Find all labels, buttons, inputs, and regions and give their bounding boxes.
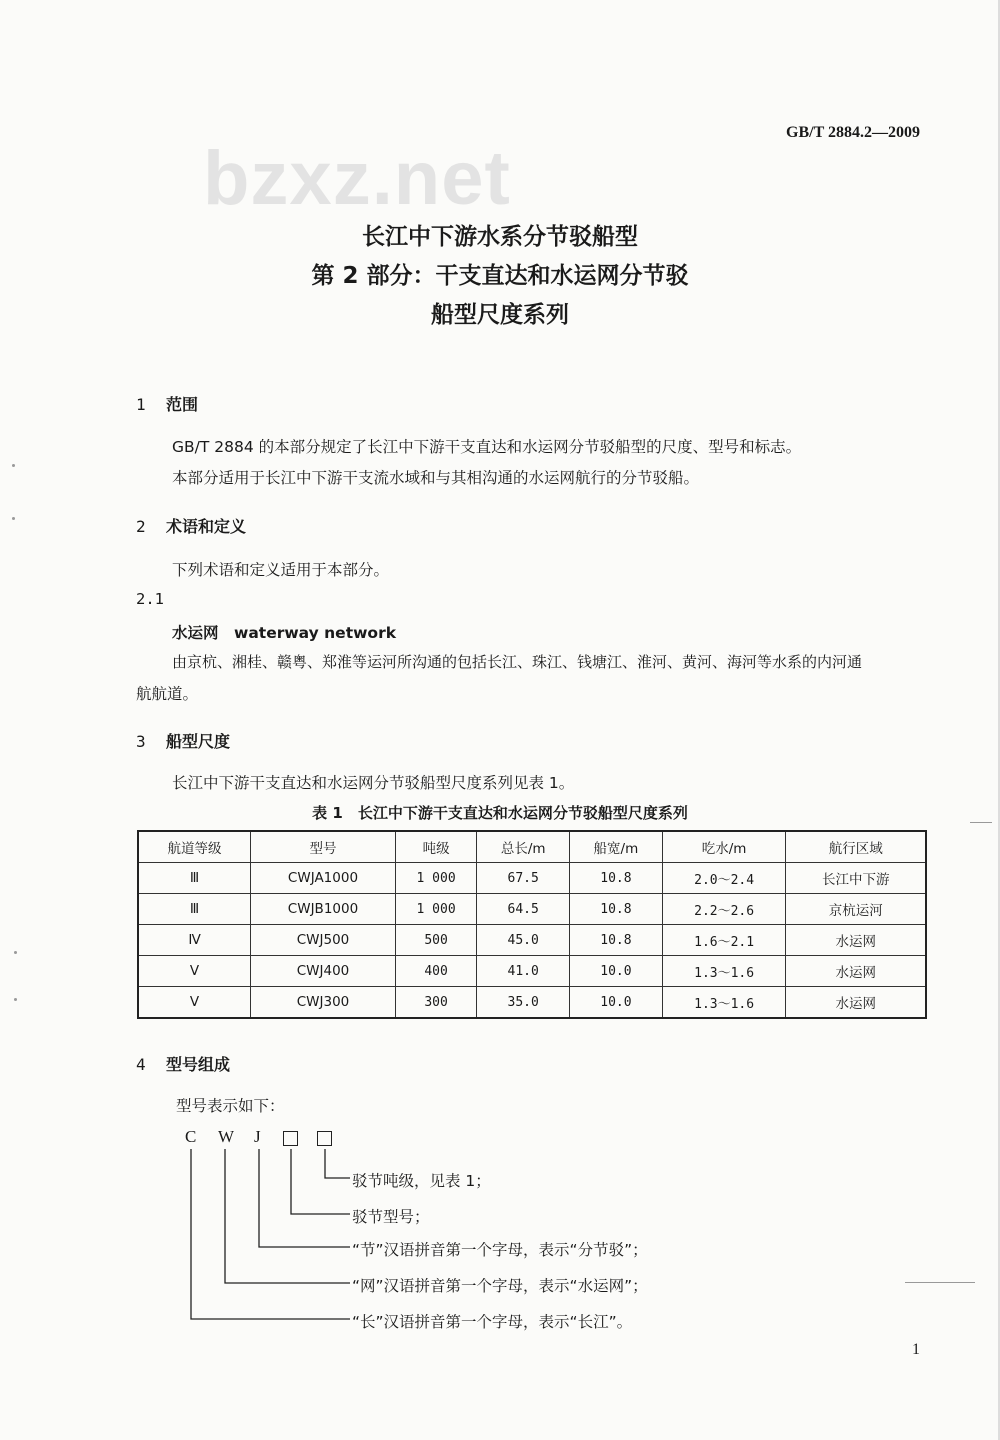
cell-length: 45.0 [477, 925, 570, 956]
cell-model: CWJA1000 [251, 863, 396, 894]
scan-speck [970, 822, 992, 823]
header-model: 型号 [251, 831, 396, 863]
scan-speck [14, 998, 17, 1001]
subsection-number: 2.1 [136, 590, 164, 608]
standard-number: GB/T 2884.2—2009 [786, 124, 920, 141]
section-1-heading [136, 392, 198, 415]
cell-model: CWJB1000 [251, 894, 396, 925]
code-letter-w: W [218, 1127, 235, 1146]
code-letter-c: C [185, 1127, 197, 1146]
placeholder-box-tonnage [317, 1131, 332, 1146]
diagram-connector-lines [180, 1125, 700, 1335]
header-width: 船宽/m [570, 831, 663, 863]
diagram-label: “节”汉语拼音第一个字母，表示“分节驳”； [352, 1241, 648, 1259]
cell-width: 10.0 [570, 987, 663, 1019]
placeholder-box-type [283, 1131, 298, 1146]
dimension-table [137, 830, 927, 1019]
diagram-label: 驳节型号； [352, 1208, 430, 1226]
cell-region: 长江中下游 [786, 863, 926, 894]
cell-model: CWJ400 [251, 956, 396, 987]
cell-draft: 1.3～1.6 [662, 987, 786, 1019]
cell-grade: Ⅳ [138, 925, 251, 956]
cell-draft: 2.0～2.4 [662, 863, 786, 894]
cell-width: 10.0 [570, 956, 663, 987]
header-grade: 航道等级 [138, 831, 251, 863]
section-number: 4 [136, 1055, 146, 1074]
cell-grade: Ⅴ [138, 987, 251, 1019]
section-number: 1 [136, 395, 146, 414]
diagram-label: “网”汉语拼音第一个字母，表示“水运网”； [352, 1277, 648, 1295]
table-row [138, 987, 926, 1019]
document-title-line3: 船型尺度系列 [431, 302, 569, 328]
page-number: 1 [912, 1341, 920, 1358]
table-row [138, 956, 926, 987]
table-row [138, 894, 926, 925]
diagram-label: “长”汉语拼音第一个字母，表示“长江”。 [352, 1313, 633, 1331]
code-letter-j: J [254, 1127, 261, 1146]
section-title: 型号组成 [166, 1055, 231, 1074]
cell-tonnage: 1 000 [395, 894, 476, 925]
diagram-label: 驳节吨级，见表 1； [352, 1172, 491, 1190]
cell-length: 35.0 [477, 987, 570, 1019]
cell-grade: Ⅲ [138, 894, 251, 925]
table-row [138, 925, 926, 956]
cell-tonnage: 500 [395, 925, 476, 956]
header-region: 航行区域 [786, 831, 926, 863]
section-4-heading [136, 1052, 230, 1075]
section-number: 3 [136, 732, 146, 751]
paragraph: 长江中下游干支直达和水运网分节驳船型尺度系列见表 1。 [172, 774, 575, 792]
model-code-diagram [180, 1125, 700, 1335]
scan-speck [12, 464, 15, 467]
scan-speck [12, 517, 15, 520]
cell-width: 10.8 [570, 894, 663, 925]
cell-model: CWJ500 [251, 925, 396, 956]
paragraph: 下列术语和定义适用于本部分。 [172, 561, 390, 579]
cell-length: 67.5 [477, 863, 570, 894]
cell-width: 10.8 [570, 925, 663, 956]
cell-model: CWJ300 [251, 987, 396, 1019]
header-draft: 吃水/m [662, 831, 786, 863]
cell-width: 10.8 [570, 863, 663, 894]
cell-length: 41.0 [477, 956, 570, 987]
paragraph: GB/T 2884 的本部分规定了长江中下游干支直达和水运网分节驳船型的尺度、型号和标志。 [172, 438, 802, 456]
section-2-heading [136, 514, 246, 537]
document-title-line2: 第 2 部分：干支直达和水运网分节驳 [311, 263, 689, 289]
cell-draft: 2.2～2.6 [662, 894, 786, 925]
scan-speck [14, 951, 17, 954]
cell-region: 京杭运河 [786, 894, 926, 925]
cell-tonnage: 400 [395, 956, 476, 987]
cell-tonnage: 1 000 [395, 863, 476, 894]
header-tonnage: 吨级 [395, 831, 476, 863]
scan-speck [905, 1282, 975, 1283]
cell-tonnage: 300 [395, 987, 476, 1019]
paragraph: 本部分适用于长江中下游干支流水域和与其相沟通的水运网航行的分节驳船。 [172, 469, 700, 487]
cell-draft: 1.3～1.6 [662, 956, 786, 987]
table-header-row [138, 831, 926, 863]
section-3-heading [136, 729, 230, 752]
cell-length: 64.5 [477, 894, 570, 925]
cell-region: 水运网 [786, 987, 926, 1019]
table-caption: 表 1 长江中下游干支直达和水运网分节驳船型尺度系列 [312, 804, 688, 822]
section-title: 范围 [166, 395, 199, 414]
section-number: 2 [136, 517, 146, 536]
cell-grade: Ⅴ [138, 956, 251, 987]
term-definition-cont: 航航道。 [136, 685, 199, 703]
header-length: 总长/m [477, 831, 570, 863]
cell-region: 水运网 [786, 925, 926, 956]
section-title: 术语和定义 [166, 517, 247, 536]
term-heading: 水运网 waterway network [172, 624, 397, 642]
table-row [138, 863, 926, 894]
cell-draft: 1.6～2.1 [662, 925, 786, 956]
cell-grade: Ⅲ [138, 863, 251, 894]
document-title-line1: 长江中下游水系分节驳船型 [362, 224, 638, 250]
section-title: 船型尺度 [166, 732, 231, 751]
paragraph: 型号表示如下： [176, 1097, 285, 1115]
watermark: bzxz.net [203, 136, 511, 221]
term-definition: 由京杭、湘桂、赣粤、郑淮等运河所沟通的包括长江、珠江、钱塘江、淮河、黄河、海河等水系的内河通 [172, 653, 863, 671]
cell-region: 水运网 [786, 956, 926, 987]
